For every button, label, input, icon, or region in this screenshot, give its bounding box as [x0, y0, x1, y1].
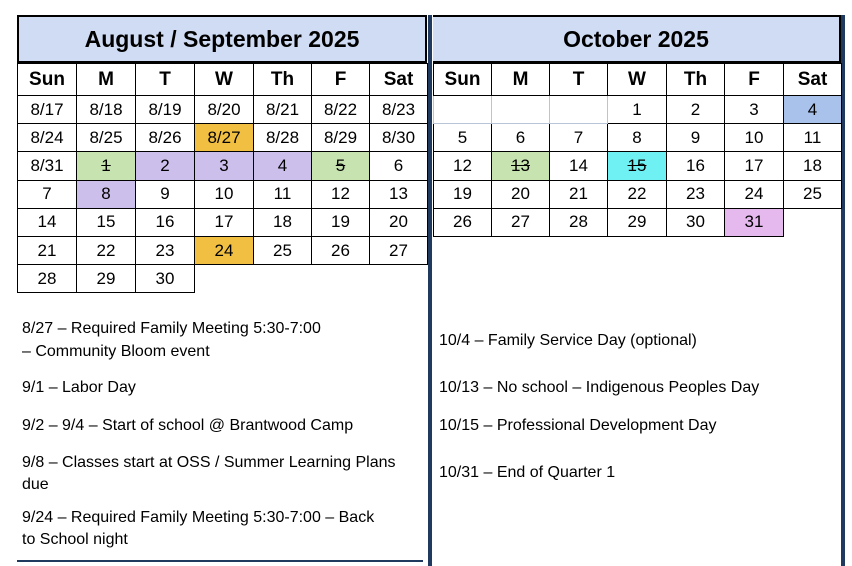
day-cell: [784, 180, 842, 208]
note-line: 9/24 – Required Family Meeting 5:30-7:00 – Back: [22, 509, 375, 526]
note-line: 10/4 – Family Service Day (optional): [439, 332, 697, 349]
day-number: 13: [389, 184, 408, 204]
day-number: 5: [457, 127, 468, 147]
weekday-header: Sun: [434, 64, 492, 96]
day-cell: [312, 208, 370, 236]
day-cell: [434, 180, 492, 208]
day-number: 26: [453, 212, 472, 232]
day-cell: [77, 152, 136, 180]
day-cell: [370, 208, 428, 236]
weekday-header: Sat: [370, 64, 428, 96]
day-number: 16: [686, 155, 705, 175]
day-cell: [18, 265, 77, 293]
day-number: 3: [219, 155, 229, 175]
day-cell: [18, 152, 77, 180]
day-cell: [370, 236, 428, 264]
day-cell: [370, 124, 428, 152]
empty-cell: [550, 96, 608, 124]
week-row: [434, 180, 842, 208]
day-cell: [136, 152, 195, 180]
day-number: 6: [515, 127, 526, 147]
day-cell: [312, 236, 370, 264]
bottom-border: [17, 560, 423, 562]
day-cell: [77, 265, 136, 293]
day-cell: [195, 208, 254, 236]
day-number: 20: [511, 184, 530, 204]
day-cell: [725, 96, 784, 124]
day-cell: [312, 96, 370, 124]
day-cell: [136, 236, 195, 264]
day-cell: [136, 265, 195, 293]
empty-cell: [434, 96, 492, 124]
day-number: 28: [37, 268, 57, 288]
calendar-grid: [17, 63, 428, 293]
day-cell: [18, 124, 77, 152]
day-cell: [254, 152, 312, 180]
week-row: [434, 152, 842, 180]
day-number: 8/25: [89, 127, 123, 147]
note-line: due: [22, 476, 49, 493]
day-number: 19: [331, 212, 350, 232]
day-cell: [136, 180, 195, 208]
day-number: 8/30: [381, 127, 416, 147]
weekday-header: F: [725, 64, 784, 96]
day-cell: [195, 180, 254, 208]
week-row: [434, 124, 842, 152]
week-row: [18, 96, 428, 124]
day-number: 16: [155, 212, 175, 232]
day-number: 15: [96, 212, 116, 232]
day-cell: [725, 124, 784, 152]
day-number: 8/17: [30, 99, 64, 119]
day-cell: [667, 180, 725, 208]
week-row: [18, 180, 428, 208]
day-number: 13: [511, 155, 530, 175]
day-cell: [195, 236, 254, 264]
day-number: 11: [273, 184, 292, 204]
day-cell: [77, 236, 136, 264]
day-cell: [195, 96, 254, 124]
day-cell: [136, 124, 195, 152]
day-number: 4: [807, 99, 818, 119]
weekday-header: W: [608, 64, 667, 96]
day-number: 11: [803, 127, 822, 147]
aug-sep-calendar: [17, 15, 427, 293]
day-cell: [312, 152, 370, 180]
weekday-header: Sat: [784, 64, 842, 96]
day-cell: [725, 152, 784, 180]
day-cell: [18, 96, 77, 124]
day-number: 17: [214, 212, 234, 232]
day-number: 2: [160, 155, 170, 175]
day-number: 9: [160, 184, 170, 204]
day-number: 8/31: [30, 155, 64, 175]
day-cell: [492, 124, 550, 152]
day-cell: [136, 208, 195, 236]
note-line: 10/13 – No school – Indigenous Peoples Day: [439, 379, 760, 396]
weekday-header: F: [312, 64, 370, 96]
note-line: 10/31 – End of Quarter 1: [439, 464, 616, 481]
day-number: 2: [690, 99, 701, 119]
day-number: 31: [744, 212, 764, 232]
day-number: 29: [627, 212, 647, 232]
day-cell: [784, 152, 842, 180]
day-cell: [434, 152, 492, 180]
day-cell: [18, 236, 77, 264]
day-cell: [254, 124, 312, 152]
day-cell: [254, 96, 312, 124]
day-cell: [550, 180, 608, 208]
note-line: to School night: [22, 531, 128, 548]
day-cell: [77, 208, 136, 236]
week-row: [18, 208, 428, 236]
day-number: 24: [744, 184, 764, 204]
day-cell: [492, 152, 550, 180]
day-cell: [608, 152, 667, 180]
day-number: 3: [749, 99, 759, 119]
week-row: [18, 265, 428, 293]
day-cell: [136, 96, 195, 124]
day-cell: [667, 208, 725, 236]
month-separator-left: [428, 15, 432, 566]
day-number: 30: [686, 212, 705, 232]
weekday-header: T: [136, 64, 195, 96]
day-number: 8/28: [265, 127, 300, 147]
day-cell: [667, 152, 725, 180]
day-cell: [550, 208, 608, 236]
day-number: 6: [393, 155, 404, 175]
day-cell: [195, 124, 254, 152]
day-cell: [77, 96, 136, 124]
day-cell: [370, 96, 428, 124]
day-number: 14: [37, 212, 57, 232]
day-cell: [550, 124, 608, 152]
october-calendar: [433, 15, 841, 237]
day-number: 10: [744, 127, 764, 147]
day-cell: [784, 96, 842, 124]
week-row: [18, 124, 428, 152]
day-cell: [254, 208, 312, 236]
day-number: 17: [744, 155, 764, 175]
note-line: 10/15 – Professional Development Day: [439, 417, 717, 434]
day-number: 8/18: [89, 99, 123, 119]
day-number: 8/21: [265, 99, 300, 119]
weekday-header: W: [195, 64, 254, 96]
day-number: 12: [331, 184, 350, 204]
day-cell: [550, 152, 608, 180]
week-row: [434, 208, 842, 236]
day-number: 14: [569, 155, 588, 175]
day-cell: [312, 180, 370, 208]
day-cell: [608, 180, 667, 208]
empty-cell: [784, 208, 842, 236]
day-number: 29: [96, 268, 116, 288]
day-number: 23: [155, 240, 175, 260]
day-cell: [18, 180, 77, 208]
day-cell: [784, 124, 842, 152]
week-row: [434, 96, 842, 124]
note-line: – Community Bloom event: [22, 343, 210, 360]
month-title: October 2025: [433, 15, 841, 63]
day-cell: [370, 152, 428, 180]
day-cell: [18, 208, 77, 236]
day-number: 27: [511, 212, 530, 232]
day-number: 19: [453, 184, 472, 204]
day-cell: [608, 208, 667, 236]
empty-cell: [312, 265, 370, 293]
weekday-header: M: [77, 64, 136, 96]
empty-cell: [370, 265, 428, 293]
day-number: 8: [632, 127, 642, 147]
day-number: 8/27: [207, 127, 241, 147]
note-line: 9/8 – Classes start at OSS / Summer Learning Plans: [22, 454, 396, 471]
day-number: 22: [96, 240, 116, 260]
day-number: 12: [453, 155, 472, 175]
week-row: [18, 236, 428, 264]
day-number: 23: [686, 184, 705, 204]
day-number: 5: [335, 155, 346, 175]
day-number: 7: [573, 127, 584, 147]
day-number: 28: [569, 212, 588, 232]
day-number: 9: [690, 127, 701, 147]
day-number: 8/19: [148, 99, 182, 119]
day-number: 8/24: [30, 127, 64, 147]
day-cell: [254, 236, 312, 264]
day-number: 25: [273, 240, 292, 260]
day-number: 10: [214, 184, 234, 204]
day-number: 27: [389, 240, 408, 260]
day-number: 18: [803, 155, 822, 175]
day-number: 1: [101, 155, 111, 175]
empty-cell: [492, 96, 550, 124]
day-number: 8/22: [323, 99, 358, 119]
day-cell: [434, 208, 492, 236]
day-number: 20: [389, 212, 408, 232]
day-cell: [725, 180, 784, 208]
empty-cell: [195, 265, 254, 293]
calendar-grid: [433, 63, 842, 237]
weekday-header: M: [492, 64, 550, 96]
day-cell: [195, 152, 254, 180]
day-number: 24: [214, 240, 234, 260]
day-number: 30: [155, 268, 175, 288]
day-cell: [725, 208, 784, 236]
day-number: 25: [803, 184, 822, 204]
day-number: 8/23: [381, 99, 416, 119]
day-number: 18: [273, 212, 292, 232]
day-cell: [608, 124, 667, 152]
day-cell: [667, 124, 725, 152]
day-cell: [434, 124, 492, 152]
day-number: 21: [37, 240, 57, 260]
day-cell: [254, 180, 312, 208]
note-line: 9/2 – 9/4 – Start of school @ Brantwood Camp: [22, 417, 354, 434]
day-cell: [667, 96, 725, 124]
day-cell: [77, 180, 136, 208]
month-title: August / September 2025: [17, 15, 427, 63]
weekday-header: T: [550, 64, 608, 96]
day-cell: [312, 124, 370, 152]
day-number: 8/26: [148, 127, 182, 147]
day-number: 7: [42, 184, 52, 204]
day-number: 21: [569, 184, 588, 204]
weekday-header: Sun: [18, 64, 77, 96]
day-number: 1: [632, 99, 642, 119]
day-number: 22: [627, 184, 647, 204]
weekday-header: Th: [667, 64, 725, 96]
day-cell: [370, 180, 428, 208]
day-number: 8/20: [207, 99, 241, 119]
day-number: 8: [101, 184, 111, 204]
weekday-header: Th: [254, 64, 312, 96]
week-row: [18, 152, 428, 180]
day-number: 15: [627, 155, 647, 175]
note-line: 9/1 – Labor Day: [22, 379, 136, 396]
day-cell: [492, 180, 550, 208]
day-number: 8/29: [323, 127, 358, 147]
empty-cell: [254, 265, 312, 293]
day-cell: [492, 208, 550, 236]
day-number: 4: [277, 155, 288, 175]
day-cell: [608, 96, 667, 124]
day-number: 26: [331, 240, 350, 260]
note-line: 8/27 – Required Family Meeting 5:30-7:00: [22, 320, 321, 337]
day-cell: [77, 124, 136, 152]
